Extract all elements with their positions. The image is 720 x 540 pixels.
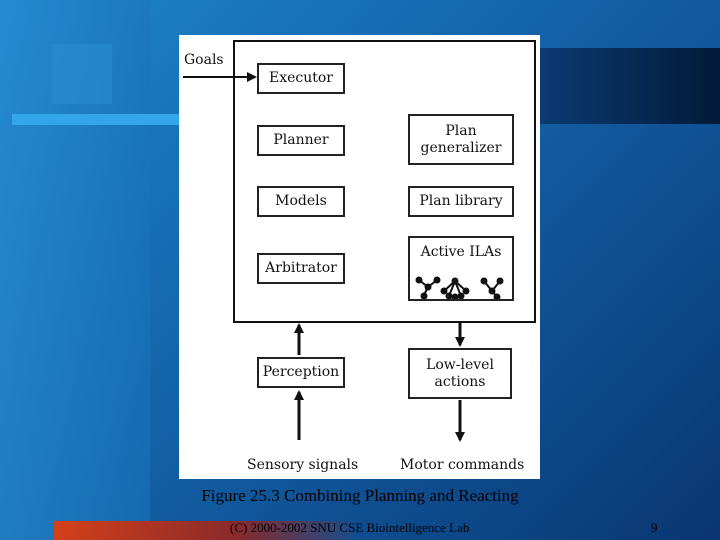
plan-generalizer-box — [408, 114, 514, 165]
page-number: 9 — [651, 520, 658, 535]
arbitrator-box — [257, 253, 345, 284]
goals-label: Goals — [184, 52, 224, 68]
plan-library-label: Plan library — [419, 193, 503, 209]
low-level-actions-line2: actions — [434, 373, 486, 390]
low-level-actions-line1: Low-level — [426, 356, 494, 373]
perception-box — [257, 357, 345, 388]
plan-generalizer-line1: Plan — [445, 122, 477, 139]
arbitrator-label: Arbitrator — [265, 260, 337, 276]
footer-text: (C) 2000-2002 SNU CSE Biointelligence Lab — [230, 520, 470, 535]
motor-commands-label: Motor commands — [400, 457, 525, 473]
decorative-square — [52, 44, 112, 104]
decorative-dark-bar — [520, 48, 720, 124]
models-box — [257, 186, 345, 217]
low-level-actions-box — [408, 348, 512, 399]
architecture-figure — [179, 35, 540, 479]
executor-box — [257, 63, 345, 94]
planner-box — [257, 125, 345, 156]
executor-label: Executor — [268, 70, 333, 86]
active-ilas-box — [408, 236, 514, 301]
plan-generalizer-line2: generalizer — [420, 139, 502, 156]
figure-caption: Figure 25.3 Combining Planning and Reacting — [201, 486, 519, 505]
models-label: Models — [275, 193, 327, 209]
active-ilas-label: Active ILAs — [420, 244, 502, 260]
decorative-blue-bar — [12, 114, 182, 125]
perception-label: Perception — [262, 364, 340, 380]
planner-label: Planner — [273, 132, 329, 148]
sensory-signals-label: Sensory signals — [247, 457, 359, 473]
plan-library-box — [408, 186, 514, 217]
